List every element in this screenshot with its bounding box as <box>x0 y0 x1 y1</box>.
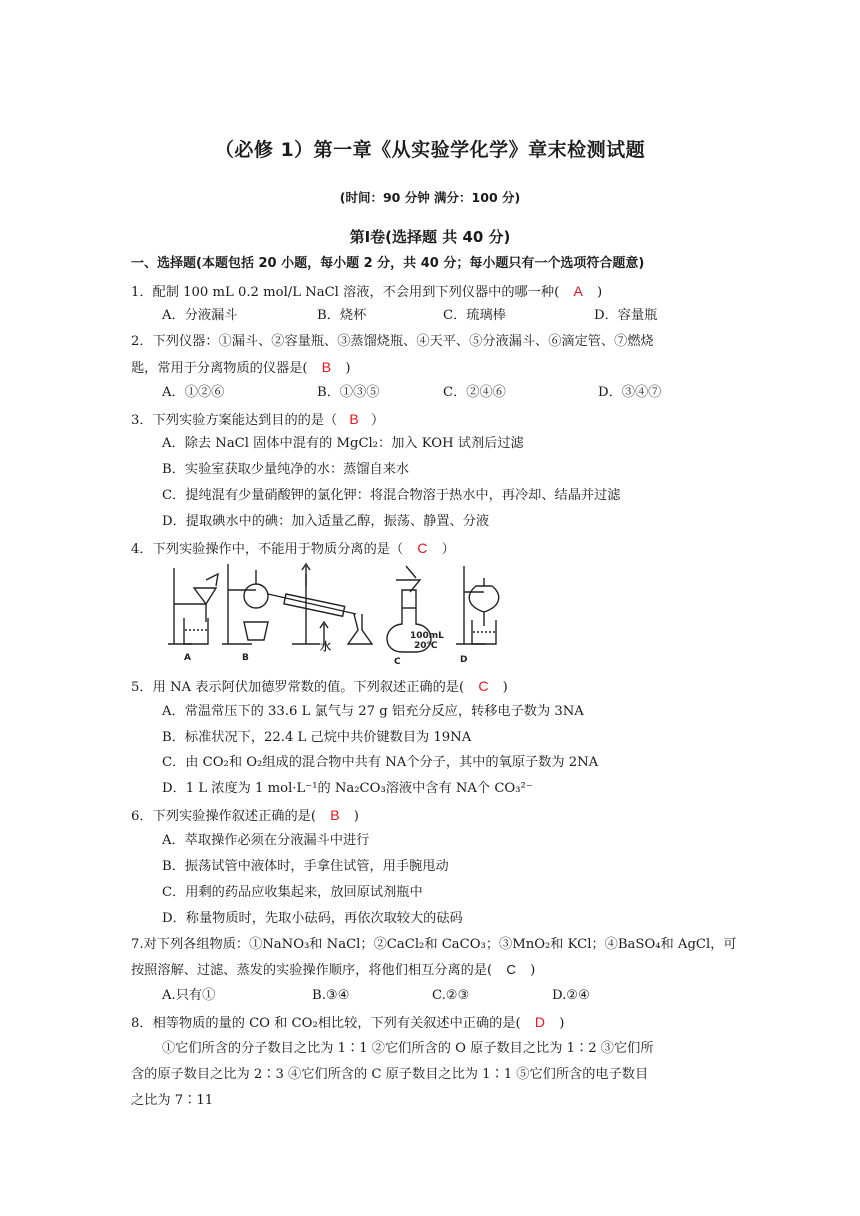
question-5 <box>131 677 508 697</box>
figure-label-b: B <box>242 653 249 663</box>
option: D．提取碘水中的碘：加入适量乙醇，振荡、静置、分液 <box>162 514 490 529</box>
option: A.只有① <box>162 988 216 1003</box>
question-2-cont <box>131 358 351 378</box>
option: B．①③⑤ <box>317 385 380 400</box>
statement-line: 之比为 7∶11 <box>131 1093 214 1108</box>
option: D．1 L 浓度为 1 mol·L⁻¹的 Na₂CO₃溶液中含有 NA个 CO₃²⁻ <box>162 781 533 796</box>
option: C．由 CO₂和 O₂组成的混合物中共有 NA个分子，其中的氧原子数为 2NA <box>162 755 599 770</box>
exam-subtitle: (时间：90 分钟 满分：100 分) <box>339 190 521 205</box>
question-stem: 匙，常用于分离物质的仪器是( <box>131 361 308 376</box>
question-2: 2．下列仪器：①漏斗、②容量瓶、③蒸馏烧瓶、④天平、⑤分液漏斗、⑥滴定管、⑦燃烧 <box>131 334 654 349</box>
paren-close: ） <box>370 413 385 428</box>
question-stem: 1．配制 100 mL 0.2 mol/L NaCl 溶液，不会用到下列仪器中的哪一种( <box>131 285 560 300</box>
question-7: 7.对下列各组物质：①NaNO₃和 NaCl；②CaCl₂和 CaCO₃；③MnO₂和 KCl；④BaSO₄和 AgCl，可 <box>131 937 737 952</box>
answer-mark: A <box>573 283 583 299</box>
option: D.②④ <box>552 988 590 1003</box>
question-7-cont <box>131 961 535 980</box>
figure-label-water: 水 <box>320 640 331 653</box>
option: A．常温常压下的 33.6 L 氯气与 27 g 铝充分反应，转移电子数为 3NA <box>162 704 584 719</box>
section-heading: 第Ⅰ卷(选择题 共 40 分) <box>349 228 511 246</box>
figure-label-temp: 20℃ <box>414 641 438 651</box>
answer-mark: D <box>534 1014 546 1030</box>
paren-close: ) <box>345 361 351 376</box>
option: D．称量物质时，先取小砝码，再依次取较大的砝码 <box>162 911 463 926</box>
paren-close: ) <box>502 680 508 695</box>
option: C．琉璃棒 <box>443 308 506 323</box>
figure-label-volume: 100mL <box>410 631 444 641</box>
question-stem: 8．相等物质的量的 CO 和 CO₂相比较，下列有关叙述中正确的是( <box>131 1016 521 1031</box>
paren-close: ） <box>441 542 455 557</box>
option: A．①②⑥ <box>162 385 225 400</box>
figure-label-a: A <box>184 653 191 663</box>
answer-mark: C <box>417 540 428 556</box>
answer-mark: C <box>506 962 516 977</box>
answer-mark: B <box>349 411 359 427</box>
option: B.③④ <box>312 988 350 1003</box>
instructions: 一、选择题(本题包括 20 小题，每小题 2 分，共 40 分；每小题只有一个选项符合题意) <box>131 256 645 271</box>
option: B．烧杯 <box>317 308 367 323</box>
apparatus-figure <box>166 560 504 666</box>
option: C．②④⑥ <box>443 385 506 400</box>
question-3 <box>131 410 384 430</box>
question-1 <box>131 282 602 302</box>
question-stem: 3．下列实验方案能达到目的的是（ <box>131 413 338 428</box>
answer-mark: C <box>478 678 489 694</box>
option: D．③④⑦ <box>598 385 662 400</box>
question-4 <box>131 539 455 559</box>
option: A．除去 NaCl 固体中混有的 MgCl₂：加入 KOH 试剂后过滤 <box>162 436 524 451</box>
question-stem: 4．下列实验操作中，不能用于物质分离的是（ <box>131 542 404 557</box>
paren-close: ) <box>559 1016 565 1031</box>
option: A．分液漏斗 <box>162 308 238 323</box>
figure-label-c: C <box>394 657 401 666</box>
question-stem: 5．用 NA 表示阿伏加德罗常数的值。下列叙述正确的是( <box>131 680 465 695</box>
statement-line: 含的原子数目之比为 2∶3 ④它们所含的 C 原子数目之比为 1∶1 ⑤它们所含的电子数目 <box>131 1067 649 1082</box>
question-8 <box>131 1013 564 1033</box>
paren-close: ) <box>530 963 536 978</box>
answer-mark: B <box>330 807 340 823</box>
option: C．提纯混有少量硝酸钾的氯化钾：将混合物溶于热水中，再冷却、结晶并过滤 <box>162 488 621 503</box>
option: D．容量瓶 <box>594 308 658 323</box>
option: B．标准状况下，22.4 L 己烷中共价键数目为 19NA <box>162 730 472 745</box>
figure-label-d: D <box>460 655 468 665</box>
question-stem: 按照溶解、过滤、蒸发的实验操作顺序，将他们相互分离的是( <box>131 963 493 978</box>
answer-mark: B <box>321 359 332 375</box>
question-stem: 6．下列实验操作叙述正确的是( <box>131 809 316 824</box>
paren-close: ) <box>596 285 603 300</box>
option: B．振荡试管中液体时，手拿住试管，用手腕甩动 <box>162 859 449 874</box>
option: A．萃取操作必须在分液漏斗中进行 <box>162 833 370 848</box>
option: C．用剩的药品应收集起来，放回原试剂瓶中 <box>162 885 423 900</box>
statement-line: ①它们所含的分子数目之比为 1∶1 ②它们所含的 O 原子数目之比为 1∶2 ③它们所 <box>162 1041 654 1056</box>
option: C.②③ <box>432 988 470 1003</box>
question-6 <box>131 806 359 826</box>
paren-close: ) <box>353 809 359 824</box>
option: B．实验室获取少量纯净的水：蒸馏自来水 <box>162 462 410 477</box>
page-title: （必修 1）第一章《从实验学化学》章末检测试题 <box>214 139 646 161</box>
